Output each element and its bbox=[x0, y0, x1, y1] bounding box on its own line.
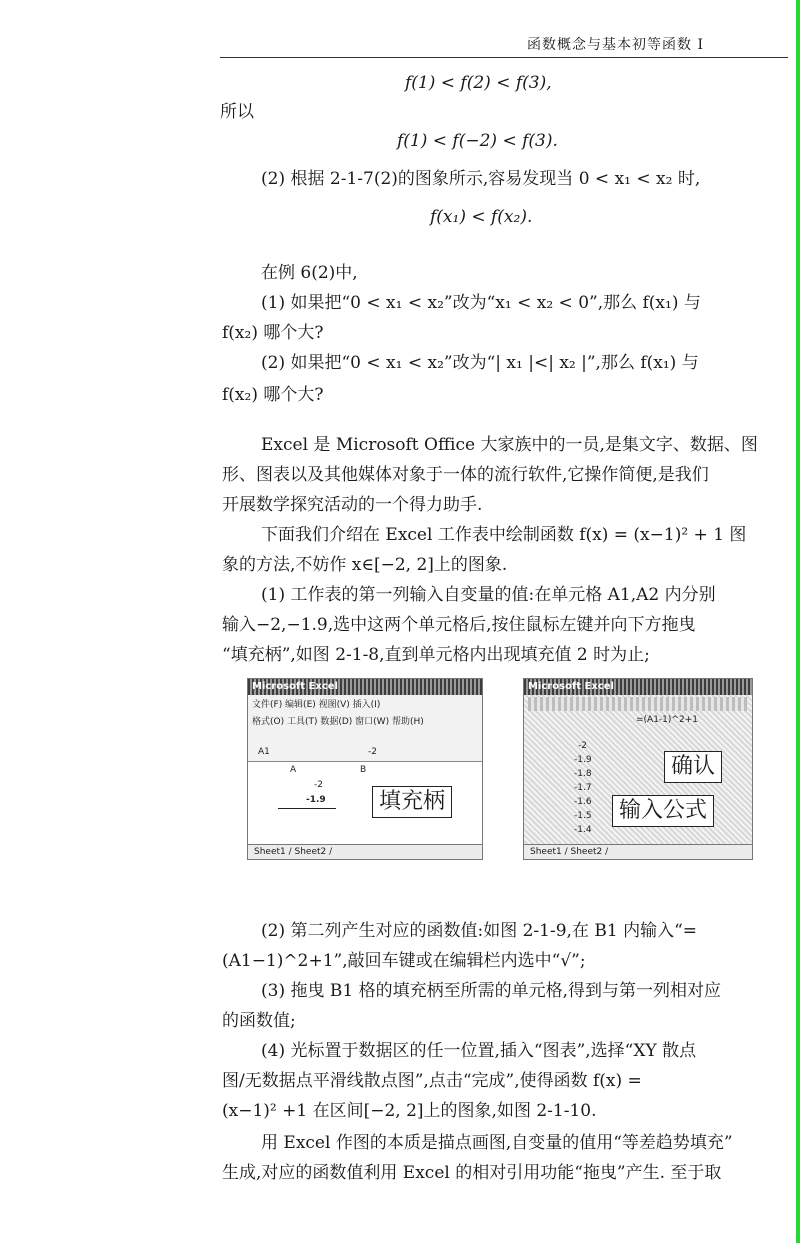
fig2-title-bar: Microsoft Excel bbox=[524, 679, 752, 695]
fig1-cell-a1: -2 bbox=[314, 780, 323, 790]
text-line: (A1−1)^2+1”,敲回车键或在编辑栏内选中“√”; bbox=[222, 951, 586, 971]
fig1-title-bar: Microsoft Excel bbox=[248, 679, 482, 695]
text-line: 的函数值; bbox=[222, 1011, 296, 1031]
fig2-value: -1.4 bbox=[574, 825, 592, 835]
text-line: 用 Excel 作图的本质是描点画图,自变量的值用“等差趋势填充” bbox=[261, 1133, 733, 1153]
page-edge-bar bbox=[796, 0, 800, 1243]
fig2-value: -1.5 bbox=[574, 811, 592, 821]
figure-fill-handle bbox=[247, 678, 483, 860]
text-line: (1) 工作表的第一列输入自变量的值:在单元格 A1,A2 内分别 bbox=[261, 585, 716, 605]
text-line: Excel 是 Microsoft Office 大家族中的一员,是集文字、数据、图 bbox=[261, 435, 758, 455]
equation-3: f(x₁) < f(x₂). bbox=[430, 207, 533, 227]
equation-1: f(1) < f(2) < f(3), bbox=[405, 73, 552, 93]
fig1-callout-fill-handle: 填充柄 bbox=[372, 786, 452, 818]
text-line: 象的方法,不妨作 x∈[−2, 2]上的图象. bbox=[222, 555, 508, 575]
text-line: (2) 第二列产生对应的函数值:如图 2-1-9,在 B1 内输入“= bbox=[261, 921, 698, 941]
fig1-name-box: A1 bbox=[258, 747, 270, 757]
text-line: 所以 bbox=[220, 102, 254, 122]
fig1-menu-row-2: 格式(O) 工具(T) 数据(D) 窗口(W) 帮助(H) bbox=[252, 717, 424, 727]
text-line: (2) 根据 2-1-7(2)的图象所示,容易发现当 0 < x₁ < x₂ 时, bbox=[261, 169, 701, 189]
fig2-sheet-tabs: Sheet1 / Sheet2 / bbox=[524, 844, 752, 859]
text-line: 生成,对应的函数值利用 Excel 的相对引用功能“拖曳”产生. 至于取 bbox=[222, 1163, 722, 1183]
text-line: (1) 如果把“0 < x₁ < x₂”改为“x₁ < x₂ < 0”,那么 f(x₁) 与 bbox=[261, 293, 701, 313]
fig1-formula-value: -2 bbox=[368, 747, 377, 757]
text-line: (2) 如果把“0 < x₁ < x₂”改为“| x₁ |<| x₂ |”,那么 f(x₁) 与 bbox=[261, 353, 699, 373]
equation-2: f(1) < f(−2) < f(3). bbox=[397, 131, 558, 151]
fig1-col-a: A bbox=[290, 765, 297, 775]
fig2-formula-bar: =(A1-1)^2+1 bbox=[636, 715, 698, 725]
text-line: 输入−2,−1.9,选中这两个单元格后,按住鼠标左键并向下方拖曳 bbox=[222, 615, 696, 635]
text-line: 下面我们介绍在 Excel 工作表中绘制函数 f(x) = (x−1)² + 1 图 bbox=[261, 525, 747, 545]
fig2-callout-input-formula: 输入公式 bbox=[612, 795, 714, 827]
text-line: f(x₂) 哪个大? bbox=[222, 323, 324, 343]
text-line: (3) 拖曳 B1 格的填充柄至所需的单元格,得到与第一列相对应 bbox=[261, 981, 722, 1001]
fig2-value: -1.8 bbox=[574, 769, 592, 779]
fig1-selection-edge bbox=[278, 808, 336, 809]
text-line: 形、图表以及其他媒体对象于一体的流行软件,它操作简便,是我们 bbox=[222, 465, 709, 485]
text-line: “填充柄”,如图 2-1-8,直到单元格内出现填充值 2 时为止; bbox=[222, 645, 650, 665]
fig2-callout-confirm: 确认 bbox=[664, 751, 722, 783]
header-rule bbox=[220, 57, 788, 58]
text-line: 图/无数据点平滑线散点图”,点击“完成”,使得函数 f(x) = bbox=[222, 1071, 642, 1091]
fig1-grid bbox=[248, 761, 482, 846]
text-line: (x−1)² +1 在区间[−2, 2]上的图象,如图 2-1-10. bbox=[222, 1101, 597, 1121]
fig1-cell-a2: -1.9 bbox=[306, 795, 326, 805]
fig2-value: -1.7 bbox=[574, 783, 592, 793]
text-line: 在例 6(2)中, bbox=[261, 263, 358, 283]
text-line: (4) 光标置于数据区的任一位置,插入“图表”,选择“XY 散点 bbox=[261, 1041, 697, 1061]
text-line: 开展数学探究活动的一个得力助手. bbox=[222, 495, 483, 515]
fig2-value: -1.9 bbox=[574, 755, 592, 765]
fig2-value: -1.6 bbox=[574, 797, 592, 807]
fig2-toolbar bbox=[528, 697, 748, 711]
running-header: 函数概念与基本初等函数 I bbox=[527, 37, 704, 53]
figure-formula-entry bbox=[523, 678, 753, 860]
fig1-sheet-tabs: Sheet1 / Sheet2 / bbox=[248, 844, 482, 859]
fig2-value: -2 bbox=[578, 741, 587, 751]
text-line: f(x₂) 哪个大? bbox=[222, 385, 324, 405]
fig1-col-b: B bbox=[360, 765, 367, 775]
fig1-menu-row-1: 文件(F) 编辑(E) 视图(V) 插入(I) bbox=[252, 700, 381, 710]
